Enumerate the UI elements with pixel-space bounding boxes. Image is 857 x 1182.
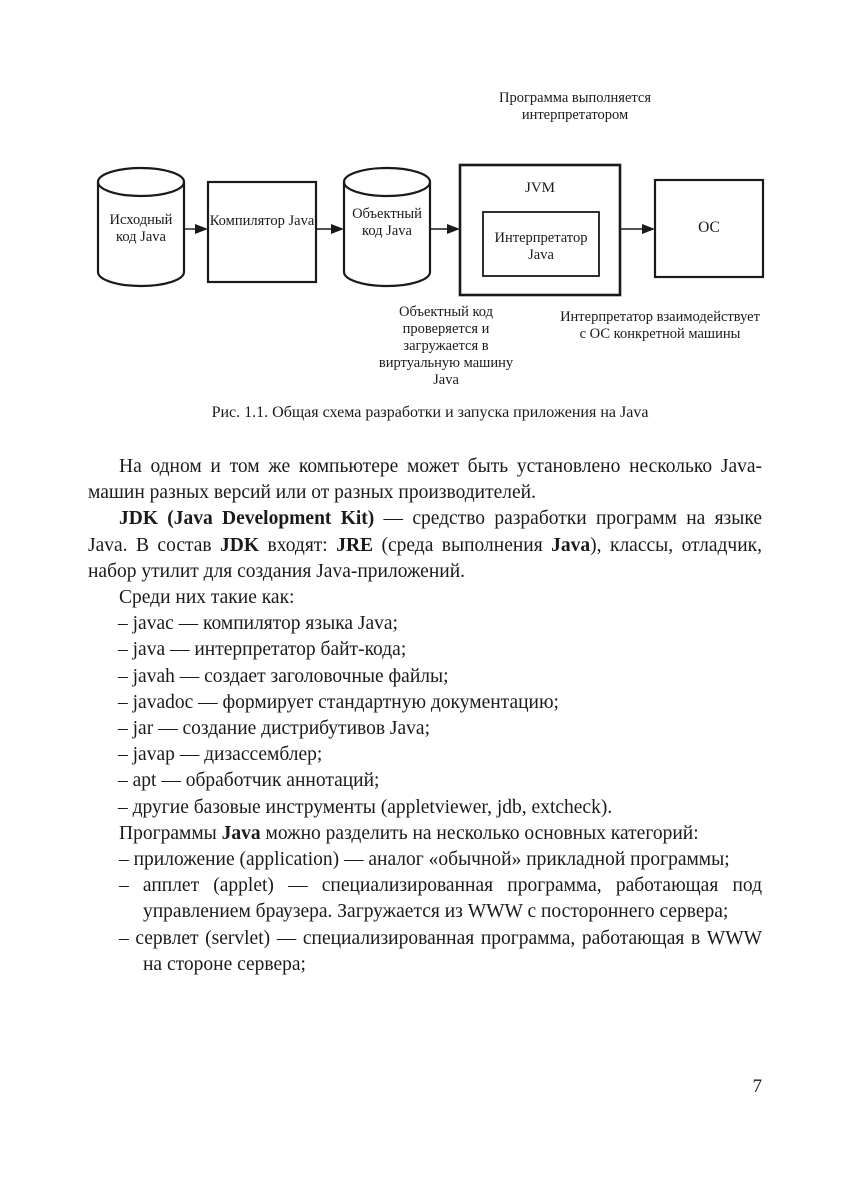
list-item: – java — интерпретатор байт-кода;: [118, 639, 407, 661]
os-label: ОС: [698, 219, 720, 236]
text-run: — средство разработки программ на языке Java. В состав: [88, 508, 763, 556]
source-code-label: Исходный код Java: [109, 212, 173, 245]
jdk-term: JDK (Java Development Kit): [119, 508, 375, 530]
list-item: – javah — создает заголовочные файлы;: [118, 665, 449, 687]
text-run: Программы: [119, 822, 222, 844]
list-item: – javadoc — формирует стандартную документацию;: [118, 691, 559, 713]
list-item: – javac — компилятор языка Java;: [118, 613, 398, 635]
object-code-note: Объектный код проверяется и загружается в виртуальную машину Java: [378, 304, 514, 388]
tools-list: [88, 611, 762, 821]
list-item: – jar — создание дистрибутивов Java;: [118, 718, 430, 740]
categories-list: [88, 847, 762, 978]
paragraph-tools-intro: Среди них такие как:: [119, 587, 295, 609]
bold-run: JRE: [336, 534, 374, 556]
text-run: входят:: [259, 534, 337, 556]
bold-run: Java: [551, 534, 591, 556]
paragraph-java-machines: На одном и том же компьютере может быть установлено несколько Java-машин разных версий или от разных производителей.: [88, 456, 762, 504]
list-item: – приложение (application) — аналог «обычной» прикладной программы;: [119, 849, 730, 871]
list-item: – javap — дизассемблер;: [118, 744, 323, 766]
text-run: можно разделить на несколько основных категорий:: [260, 822, 699, 844]
page-number: 7: [752, 1076, 762, 1097]
compiler-box: [208, 182, 316, 282]
java-workflow-diagram: [0, 0, 857, 440]
paragraph-jdk: [88, 506, 762, 585]
list-item: – другие базовые инструменты (appletviewer, jdb, extcheck).: [118, 796, 613, 818]
interpreter-label: Интерпретатор Java: [494, 230, 588, 263]
object-code-label: Объектный код Java: [352, 206, 422, 239]
bold-run: Java: [221, 822, 261, 844]
list-item: – apt — обработчик аннотаций;: [118, 770, 380, 792]
paragraph-categories: [88, 821, 762, 847]
figure-caption: Рис. 1.1. Общая схема разработки и запуска приложения на Java: [211, 404, 649, 421]
list-item: – сервлет (servlet) — специализированная программа, работающая в WWW на стороне сервера;: [119, 927, 762, 975]
text-run: ), классы, отладчик, набор утилит для создания Java-приложений.: [88, 534, 762, 582]
text-run: (среда выполнения: [373, 534, 552, 556]
interpreter-note: Интерпретатор взаимодействует с ОС конкретной машины: [560, 309, 760, 342]
top-caption: Программа выполняется интерпретатором: [498, 90, 652, 123]
body-text: [88, 454, 762, 978]
arrowhead: [447, 224, 460, 234]
jvm-label: JVM: [524, 180, 555, 196]
list-item: – апплет (applet) — специализированная программа, работающая под управлением браузера. Загружается из WWW с постороннего сервера;: [119, 875, 762, 923]
bold-run: JDK: [220, 534, 260, 556]
arrowhead: [642, 224, 655, 234]
compiler-label: Компилятор Java: [209, 213, 315, 229]
arrowhead: [195, 224, 208, 234]
